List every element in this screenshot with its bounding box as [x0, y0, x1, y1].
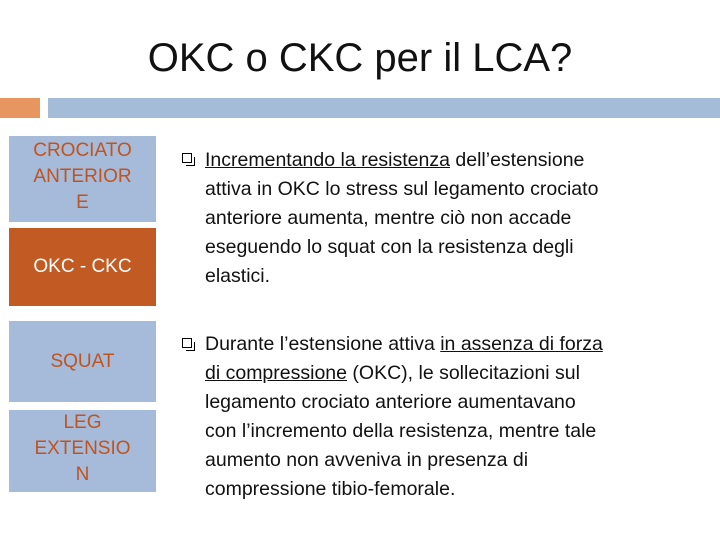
text-line — [205, 330, 705, 359]
text-line: aumento non avveniva in presenza di — [205, 449, 529, 471]
label-line: E — [76, 192, 89, 213]
text-line: anteriore aumenta, mentre ciò non accade — [205, 207, 572, 229]
slide-title: OKC o CKC per il LCA? — [147, 36, 573, 80]
text-line — [205, 146, 705, 175]
label-line: SQUAT — [50, 351, 115, 372]
text-span: dell’estensione — [449, 149, 585, 171]
text-line: compressione tibio-femorale. — [205, 478, 456, 500]
text-line: elastici. — [205, 265, 271, 287]
label-line: CROCIATO — [33, 140, 132, 161]
underlined-phrase: in assenza di forza — [440, 333, 603, 355]
text-span: Durante l’estensione attiva — [205, 333, 441, 355]
text-line: eseguendo lo squat con la resistenza degli — [205, 236, 574, 258]
text-line: attiva in OKC lo stress sul legamento crociato — [205, 178, 599, 200]
accent-bar-orange — [0, 98, 40, 118]
accent-bar-blue — [48, 98, 720, 118]
label-box-leg-extension — [9, 410, 156, 492]
bullet-text-2 — [205, 330, 705, 504]
text-line: legamento crociato anteriore aumentavano — [205, 391, 576, 413]
text-span: (OKC), le sollecitazioni sul — [346, 362, 580, 384]
label-line: OKC - CKC — [33, 256, 132, 277]
label-line: LEG — [63, 412, 102, 433]
label-line: N — [75, 464, 90, 485]
bullet-text-1 — [205, 146, 705, 291]
label-line: EXTENSIO — [34, 438, 131, 459]
text-line: con l’incremento della resistenza, mentre tale — [205, 420, 597, 442]
label-box-okc-ckc — [9, 228, 156, 306]
square-bullet-icon — [182, 338, 192, 348]
label-line: ANTERIOR — [33, 166, 132, 187]
underlined-phrase: Incrementando la resistenza — [205, 149, 450, 171]
text-line — [205, 359, 705, 388]
underlined-phrase: di compressione — [205, 362, 347, 384]
square-bullet-icon — [182, 153, 192, 163]
label-box-crociato-anteriore — [9, 136, 156, 222]
label-box-squat — [9, 321, 156, 402]
